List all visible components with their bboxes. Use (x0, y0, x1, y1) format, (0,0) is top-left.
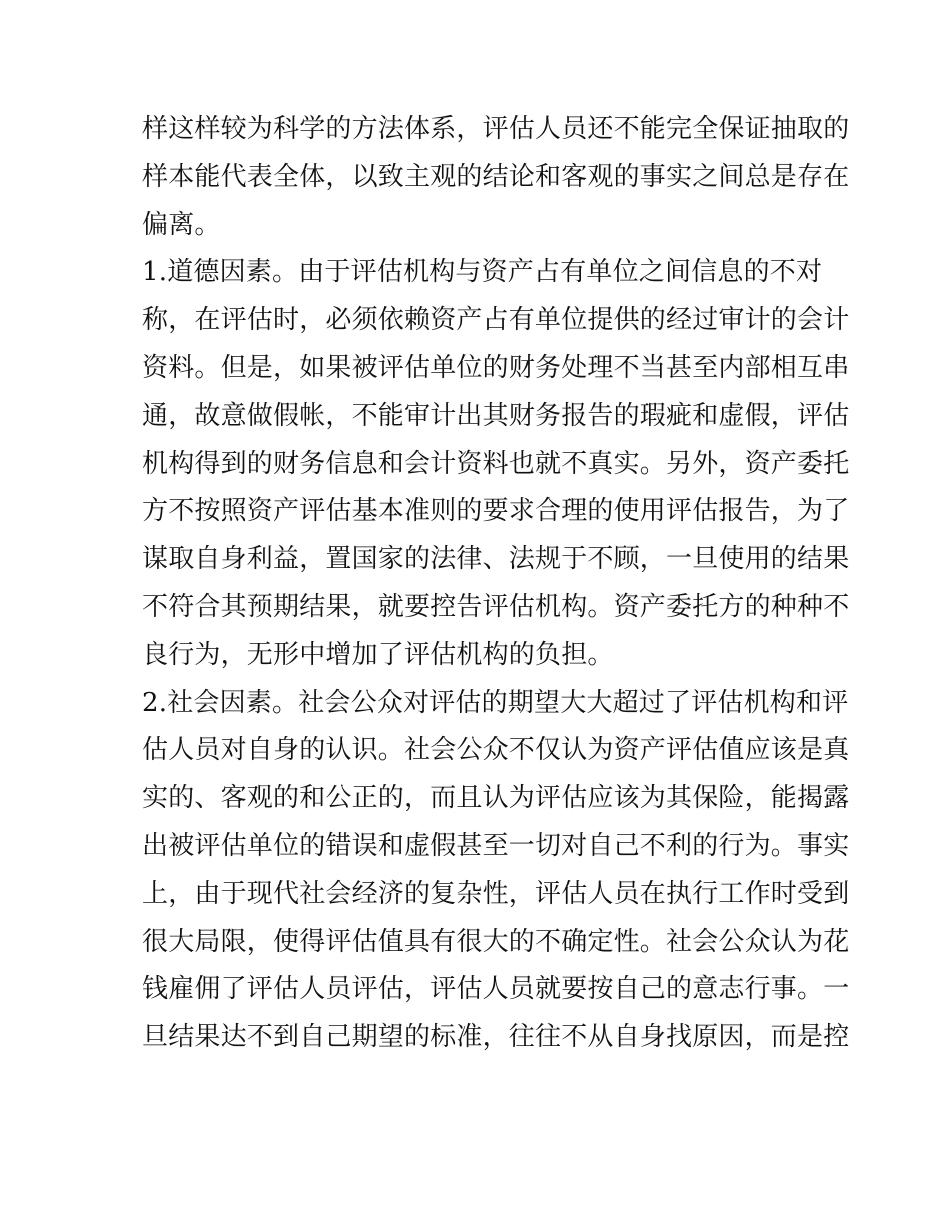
text-line: 谋取自身利益，置国家的法律、法规于不顾，一旦使用的结果 (142, 544, 850, 575)
text-line: 实的、客观的和公正的，而且认为评估应该为其保险，能揭露 (142, 783, 850, 814)
text-line: 出被评估单位的错误和虚假甚至一切对自己不利的行为。事实 (142, 830, 850, 861)
text-line: 偏离。 (142, 209, 221, 240)
text-line: 方不按照资产评估基本准则的要求合理的使用评估报告，为了 (142, 496, 850, 527)
text-line: 不符合其预期结果，就要控告评估机构。资产委托方的种种不 (142, 591, 850, 622)
text-line: 机构得到的财务信息和会计资料也就不真实。另外，资产委托 (142, 448, 850, 479)
text-line: 估人员对自身的认识。社会公众不仅认为资产评估值应该是真 (142, 735, 850, 766)
text-line: 1.道德因素。由于评估机构与资产占有单位之间信息的不对 (142, 257, 823, 288)
text-line: 样本能代表全体，以致主观的结论和客观的事实之间总是存在 (142, 161, 850, 192)
text-line: 2.社会因素。社会公众对评估的期望大大超过了评估机构和评 (142, 687, 849, 718)
text-line: 旦结果达不到自己期望的标准，往往不从自身找原因，而是控 (142, 1022, 850, 1053)
body-text (142, 106, 850, 1062)
text-line: 上，由于现代社会经济的复杂性，评估人员在执行工作时受到 (142, 878, 850, 909)
text-line: 称，在评估时，必须依赖资产占有单位提供的经过审计的会计 (142, 305, 850, 336)
text-line: 钱雇佣了评估人员评估，评估人员就要按自己的意志行事。一 (142, 974, 850, 1005)
text-line: 样这样较为科学的方法体系，评估人员还不能完全保证抽取的 (142, 114, 850, 144)
text-line: 通，故意做假帐，不能审计出其财务报告的瑕疵和虚假，评估 (142, 400, 850, 431)
text-line: 资料。但是，如果被评估单位的财务处理不当甚至内部相互串 (142, 352, 850, 383)
text-line: 很大局限，使得评估值具有很大的不确定性。社会公众认为花 (142, 926, 850, 957)
text-line: 良行为，无形中增加了评估机构的负担。 (142, 639, 614, 670)
